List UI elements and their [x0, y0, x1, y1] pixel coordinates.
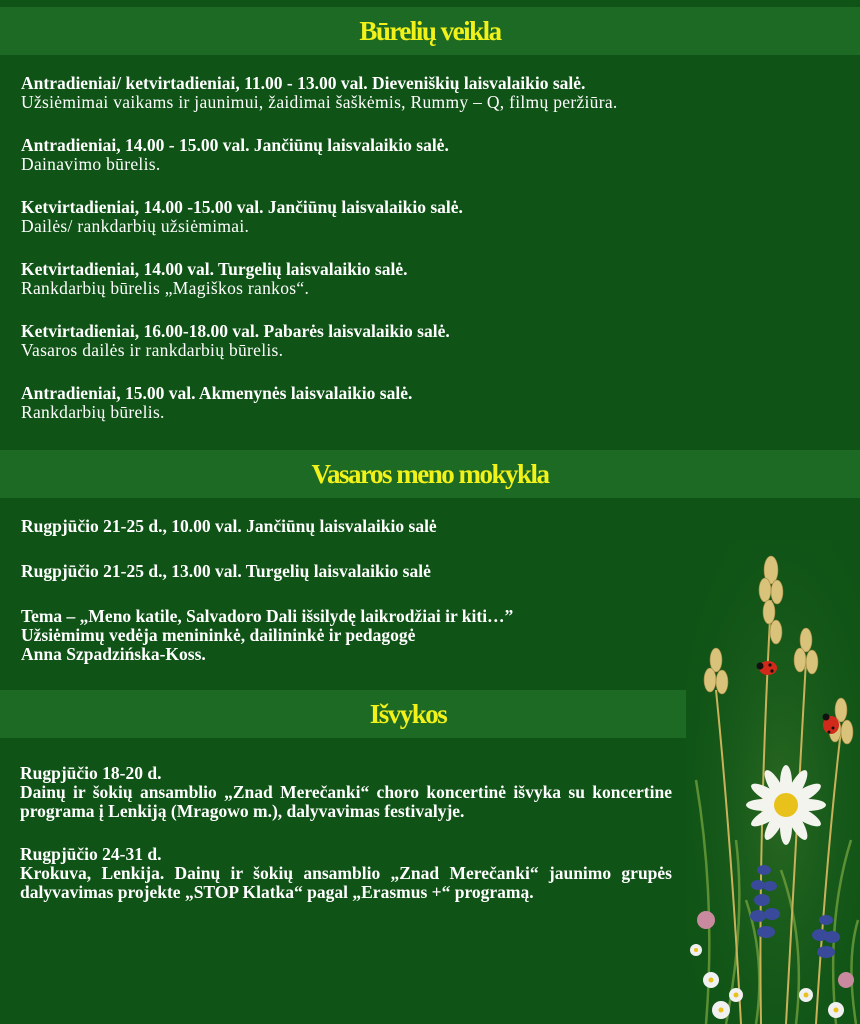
list-item	[20, 845, 672, 902]
workshop-theme: Tema – „Meno katile, Salvadoro Dali išsilydę laikrodžiai ir kiti…”	[21, 606, 514, 626]
trip-date: Rugpjūčio 24-31 d.	[20, 844, 162, 864]
section-title-bureliai: Būrelių veikla	[359, 15, 501, 46]
entry-schedule: Ketvirtadieniai, 16.00-18.00 val. Pabarės laisvalaikio salė.	[21, 321, 450, 341]
entry-schedule: Antradieniai, 15.00 val. Akmenynės laisvalaikio salė.	[21, 383, 413, 403]
entry-description: Dainavimo būrelis.	[21, 154, 161, 174]
entry-description: Vasaros dailės ir rankdarbių būrelis.	[21, 340, 284, 360]
trip-date: Rugpjūčio 18-20 d.	[20, 763, 162, 783]
wheat-flowers-illustration	[686, 540, 860, 1024]
workshop-line: Rugpjūčio 21-25 d., 10.00 val. Jančiūnų laisvalaikio salė	[21, 516, 437, 536]
entry-schedule: Ketvirtadieniai, 14.00 -15.00 val. Jančiūnų laisvalaikio salė.	[21, 197, 463, 217]
entry-schedule: Ketvirtadieniai, 14.00 val. Turgelių laisvalaikio salė.	[21, 259, 408, 279]
workshop-line: Rugpjūčio 21-25 d., 13.00 val. Turgelių laisvalaikio salė	[21, 561, 431, 581]
entry-description: Dailės/ rankdarbių užsiėmimai.	[21, 216, 250, 236]
bureliai-list	[21, 74, 841, 422]
isvykos-list	[20, 764, 672, 902]
list-item	[21, 136, 841, 174]
entry-schedule: Antradieniai/ ketvirtadieniai, 11.00 - 13.00 val. Dieveniškių laisvalaikio salė.	[21, 73, 586, 93]
workshop-leader: Užsiėmimų vedėja menininkė, dailininkė ir pedagogė	[21, 625, 416, 645]
meno-mokykla-info	[21, 517, 681, 664]
workshop-leader-name: Anna Szpadzińska-Koss.	[21, 644, 206, 664]
section-banner-bureliai	[0, 7, 860, 55]
section-title-meno-mokykla: Vasaros meno mokykla	[311, 458, 549, 489]
entry-description: Rankdarbių būrelis „Magiškos rankos“.	[21, 278, 310, 298]
entry-description: Užsiėmimai vaikams ir jaunimui, žaidimai šaškėmis, Rummy – Q, filmų peržiūra.	[21, 92, 618, 112]
section-banner-meno-mokykla	[0, 450, 860, 498]
list-item	[20, 764, 672, 821]
section-title-isvykos: Išvykos	[369, 698, 447, 729]
list-item	[21, 198, 841, 236]
trip-description: Krokuva, Lenkija. Dainų ir šokių ansamblio „Znad Merečanki“ jaunimo grupės dalyvavimas projekte „STOP Klatka“ pagal „Erasmus +“ programą.	[20, 863, 672, 902]
entry-schedule: Antradieniai, 14.00 - 15.00 val. Jančiūnų laisvalaikio salė.	[21, 135, 449, 155]
list-item	[21, 322, 841, 360]
section-banner-isvykos	[0, 690, 686, 738]
entry-description: Rankdarbių būrelis.	[21, 402, 165, 422]
list-item	[21, 384, 841, 422]
list-item	[21, 74, 841, 112]
list-item	[21, 260, 841, 298]
trip-description: Dainų ir šokių ansamblio „Znad Merečanki“ choro koncertinė išvyka su koncertine programa į Lenkiją (Mragowo m.), dalyvavimas festivalyje.	[20, 782, 672, 821]
